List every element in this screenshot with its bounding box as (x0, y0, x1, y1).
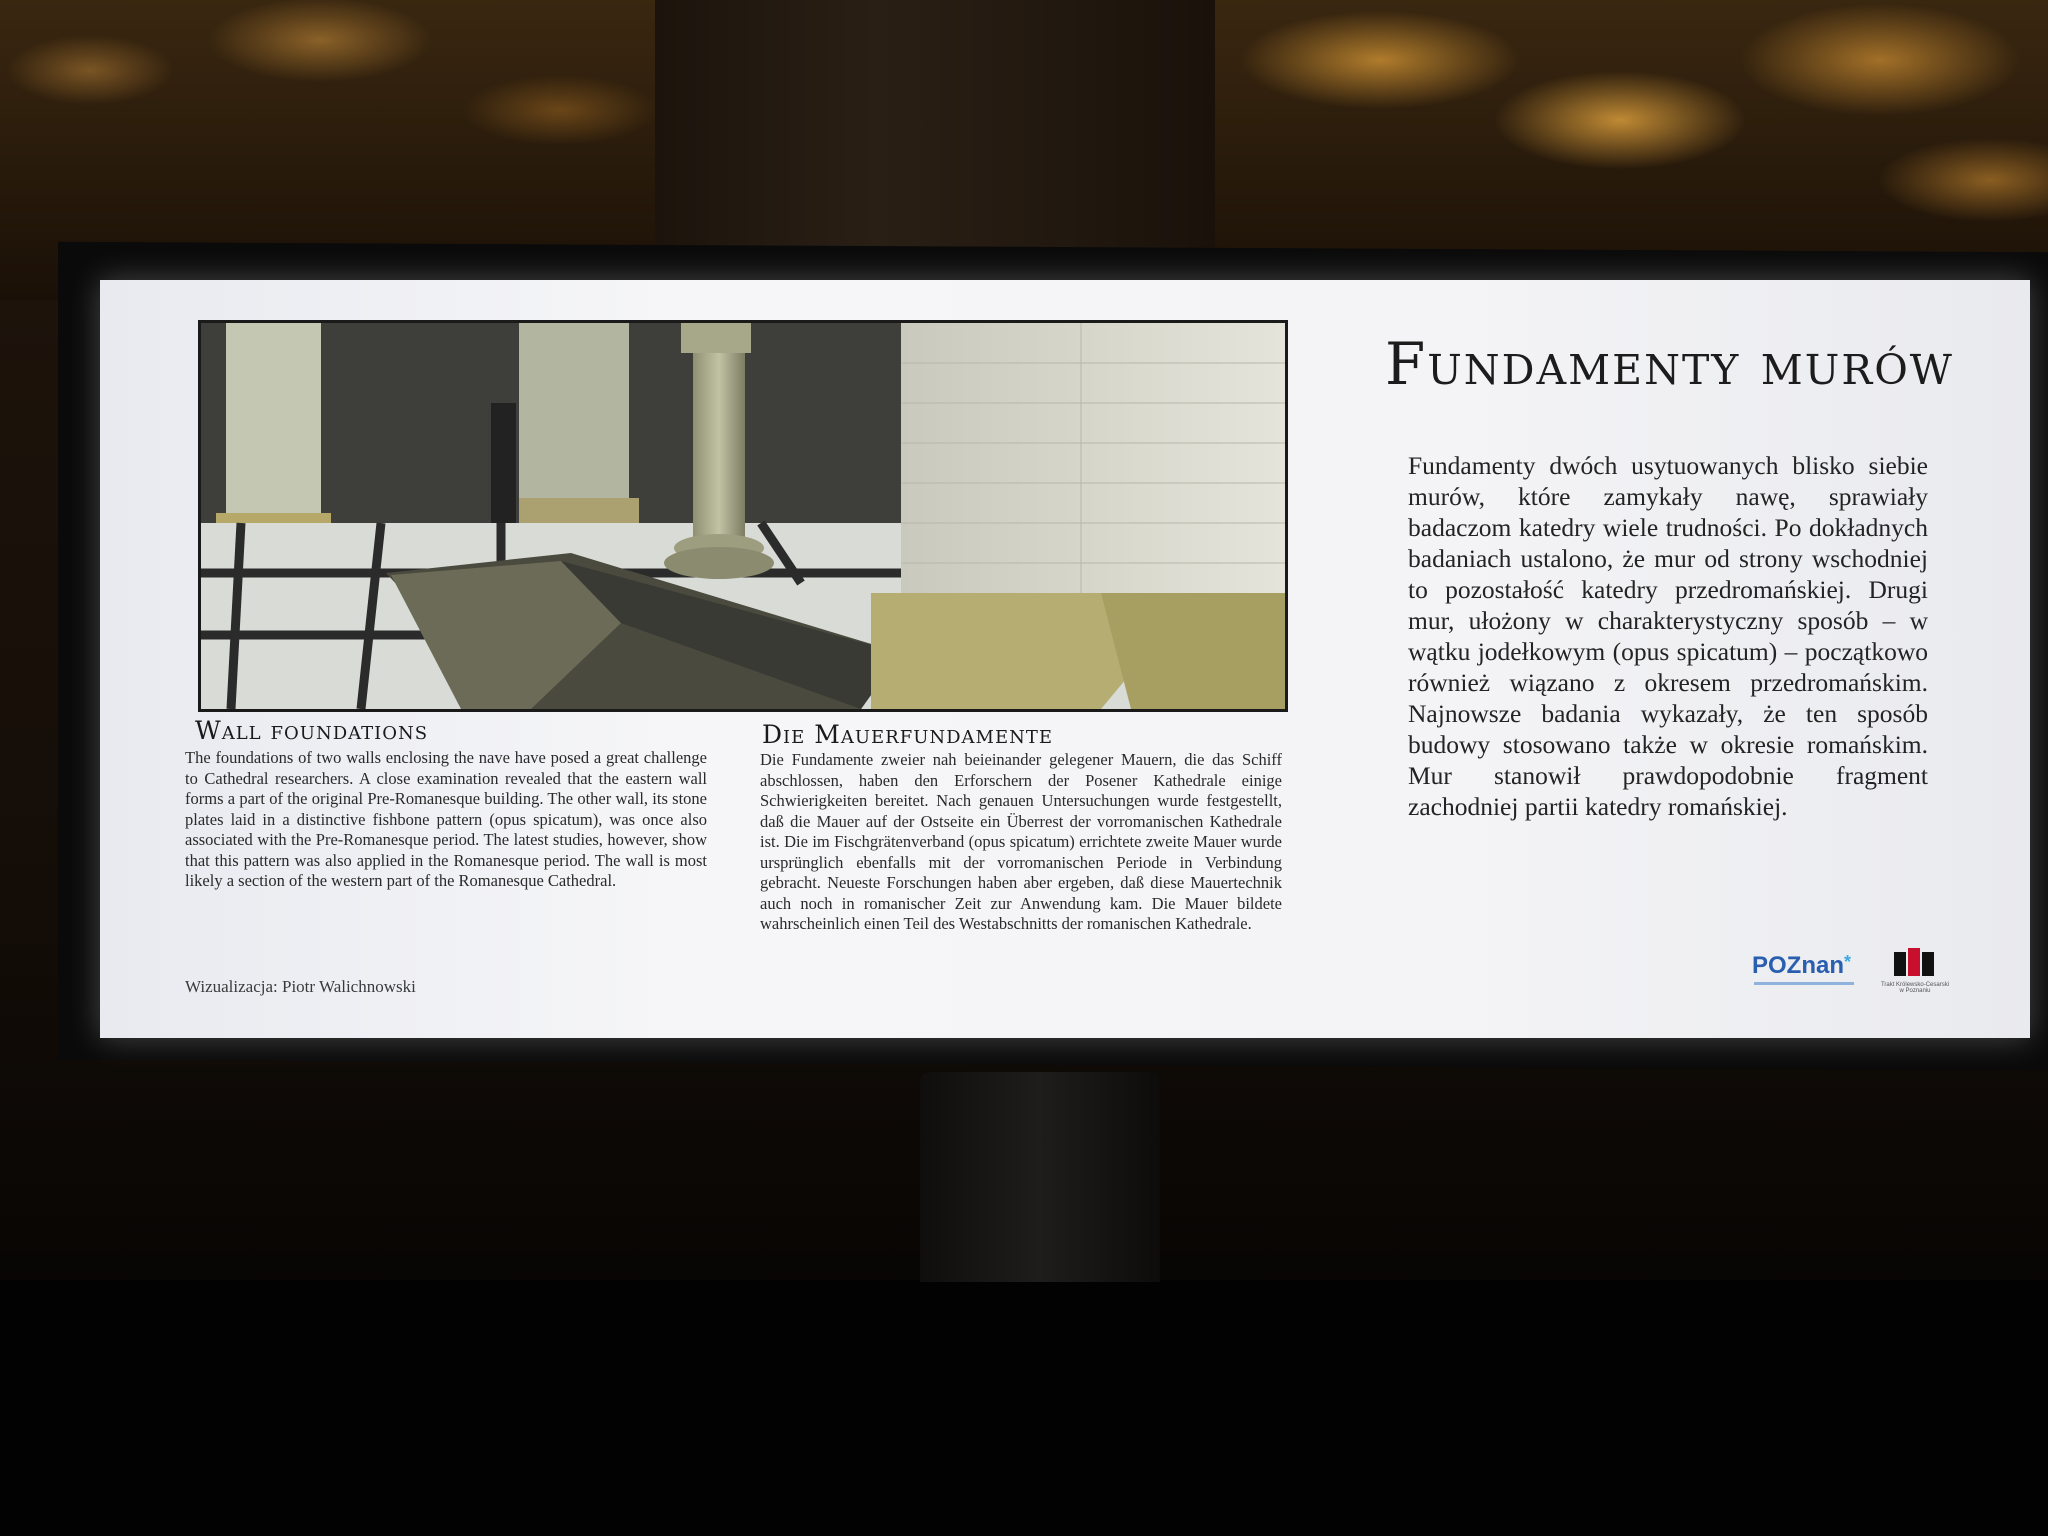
poznan-logo-underline (1754, 982, 1854, 985)
crest-icon (1892, 946, 1936, 978)
floor (0, 1280, 2048, 1536)
crest-caption: Trakt Królewsko-Cesarski w Poznaniu (1880, 982, 1950, 994)
panel-title: Fundamenty murów (1385, 330, 1954, 398)
visualization-credit: Wizualizacja: Piotr Walichnowski (185, 977, 416, 996)
german-heading: Die Mauerfundamente (762, 720, 1054, 749)
poznan-star-icon: * (1844, 952, 1852, 972)
cathedral-visualization (198, 320, 1288, 712)
english-heading: Wall foundations (195, 716, 429, 745)
sign-stand (920, 1072, 1160, 1282)
english-text: The foundations of two walls enclosing the nave have posed a great challenge to Cathedral researchers. A close examination revealed that the eastern wall forms a part of the original Pre-Romanesque building. The other wall, its stone plates laid in a distinctive fishbone pattern (opus spicatum), was once also associated with the Pre-Romanesque period. The latest studies, however, show that this pattern was also applied in the Romanesque period. The wall is most likely a section of the western part of the Romanesque Cathedral. (185, 748, 707, 890)
poznan-logo (1752, 952, 1851, 980)
polish-text: Fundamenty dwóch usytuowanych blisko siebie murów, które zamykały nawę, sprawiały badaczom katedry wiele trudności. Po dokładnych badaniach ustalono, że mur od strony wschodniej to pozostałość katedry przedromańskiej. Drugi mur, ułożony w charakterystyczny sposób – w wątku jodełkowym (opus spicatum) – początkowo również wiązano z okresem przedromańskim. Najnowsze badania wykazały, że ten sposób budowy stosowano także w okresie romańskim. Mur stanowił prawdopodobnie fragment zachodniej partii katedry romańskiej. (1408, 451, 1928, 821)
poznan-logo-text: POZnan (1752, 952, 1845, 979)
german-text: Die Fundamente zweier nah beieinander gelegener Mauern, die das Schiff abschlossen, haben den Erforschern der Posener Kathedrale einige Schwierigkeiten bereitet. Nach genauen Untersuchungen wurde festgestellt, daß die Mauer auf der Ostseite ein Überrest der vorromanischen Kathedrale ist. Die im Fischgrätenverband (opus spicatum) errichtete zweite Mauer wurde ursprünglich ebenfalls mit der vorromanischen Periode in Verbindung gebracht. Neueste Forschungen haben aber ergeben, daß diese Mauertechnik auch noch in romanischer Zeit zur Anwendung kam. Die Mauer bildete wahrscheinlich einen Teil des Westabschnitts der romanischen Kathedrale. (760, 750, 1282, 933)
